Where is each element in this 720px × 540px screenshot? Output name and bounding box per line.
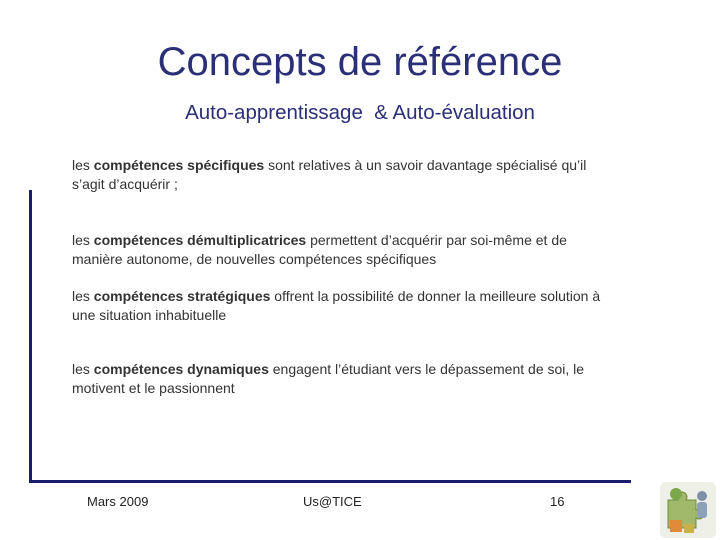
paragraph-term: compétences spécifiques: [93, 157, 265, 173]
paragraph-prefix: les: [72, 157, 94, 173]
footer-date: Mars 2009: [87, 494, 149, 509]
footer-page-number: 16: [550, 494, 565, 509]
paragraph-multiplying-skills: [72, 231, 612, 269]
paragraph-term: compétences stratégiques: [93, 288, 271, 304]
paragraph-dynamic-skills: [72, 360, 612, 398]
paragraph-text: sont relatives à un savoir davantage spécialisé qu’il s’agit d’acquérir ;: [72, 157, 587, 192]
paragraph-prefix: les: [72, 232, 94, 248]
paragraph-term: compétences dynamiques: [93, 361, 269, 377]
slide-title: Concepts de référence: [157, 40, 563, 84]
paragraph-term: compétences démultiplicatrices: [93, 232, 307, 248]
paragraph-text: offrent la possibilité de donner la meilleure solution à une situation inhabituelle: [72, 288, 601, 323]
paragraph-text: permettent d’acquérir par soi-même et de manière autonome, de nouvelles compétences spécifiques: [72, 232, 567, 267]
frame-left-line: [29, 190, 32, 483]
paragraph-text: engagent l’étudiant vers le dépassement de soi, le motivent et le passionnent: [72, 361, 585, 396]
slide-subtitle: Auto-apprentissage & Auto-évaluation: [185, 101, 535, 124]
paragraph-strategic-skills: [72, 287, 612, 325]
frame-bottom-line: [29, 480, 631, 483]
paragraph-prefix: les: [72, 288, 94, 304]
puzzle-figures-logo-icon: [654, 480, 720, 540]
paragraph-specific-skills: [72, 156, 612, 194]
footer-center-text: Us@TICE: [303, 494, 362, 509]
paragraph-prefix: les: [72, 361, 94, 377]
